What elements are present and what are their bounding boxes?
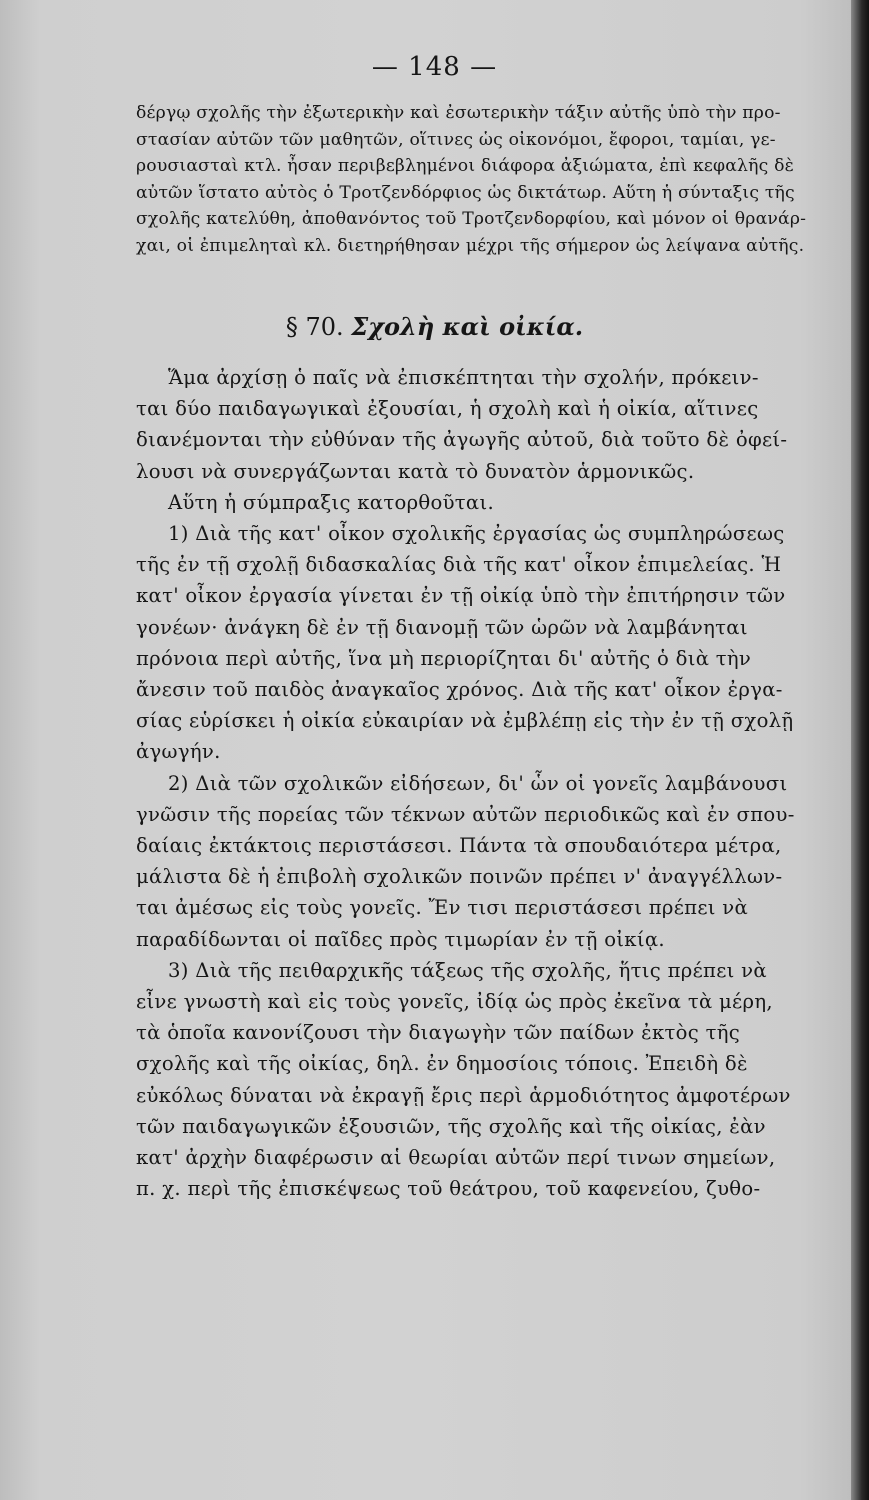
text-line: κατ' οἶκον ἐργασία γίνεται ἐν τῇ οἰκίᾳ ὑπὸ τὴν ἐπιτήρησιν τῶν: [136, 584, 786, 608]
text-line: τῶν παιδαγωγικῶν ἐξουσιῶν, τῆς σχολῆς καὶ τῆς οἰκίας, ἐὰν: [136, 1114, 766, 1138]
section-title: Σχολὴ καὶ οἰκία.: [351, 312, 584, 341]
text-line: δαίαις ἐκτάκτοις περιστάσεσι. Πάντα τὰ σπουδαιότερα μέτρα,: [136, 834, 782, 858]
text-line: πρόνοια περὶ αὐτῆς, ἵνα μὴ περιορίζηται δι' αὐτῆς ὁ διὰ τὴν: [136, 646, 752, 670]
text-line: Αὕτη ἡ σύμπραξις κατορθοῦται.: [168, 490, 494, 514]
body-text: [136, 362, 826, 1204]
text-line: διανέμονται τὴν εὐθύναν τῆς ἀγωγῆς αὐτοῦ, διὰ τοῦτο δὲ ὀφεί-: [136, 428, 788, 452]
text-line: εὐκόλως δύναται νὰ ἐκραγῇ ἔρις περὶ ἁρμοδιότητος ἀμφοτέρων: [136, 1083, 791, 1107]
intro-line: σχολῆς κατελύθη, ἀποθανόντος τοῦ Τροτζενδορφίου, καὶ μόνον οἱ θρανάρ-: [136, 209, 807, 229]
section-heading: [0, 312, 869, 341]
text-line: λουσι νὰ συνεργάζωνται κατὰ τὸ δυνατὸν ἁρμονικῶς.: [136, 459, 695, 483]
page-edge-shadow: [851, 0, 869, 1500]
text-line: σχολῆς καὶ τῆς οἰκίας, δηλ. ἐν δημοσίοις τόποις. Ἐπειδὴ δὲ: [136, 1052, 748, 1076]
intro-line: δέργῳ σχολῆς τὴν ἐξωτερικὴν καὶ ἐσωτερικὴν τάξιν αὐτῆς ὑπὸ τὴν προ-: [136, 103, 781, 123]
text-line: τῆς ἐν τῇ σχολῇ διδασκαλίας διὰ τῆς κατ' οἶκον ἐπιμελείας. Ἡ: [136, 553, 782, 577]
intro-line: αὐτῶν ἵστατο αὐτὸς ὁ Τροτζενδόρφιος ὡς δικτάτωρ. Αὕτη ἡ σύνταξις τῆς: [136, 182, 795, 203]
text-line: παραδίδωνται οἱ παῖδες πρὸς τιμωρίαν ἐν τῇ οἰκίᾳ.: [136, 927, 665, 951]
text-line: ται ἀμέσως εἰς τοὺς γονεῖς. Ἔν τισι περιστάσεσι πρέπει νὰ: [136, 896, 749, 920]
text-line: 3) Διὰ τῆς πειθαρχικῆς τάξεως τῆς σχολῆς, ἥτις πρέπει νὰ: [168, 958, 767, 982]
text-line: ἀγωγήν.: [136, 740, 221, 764]
intro-line: χαι, οἱ ἐπιμεληταὶ κλ. διετηρήθησαν μέχρι τῆς σήμερον ὡς λείψανα αὐτῆς.: [136, 235, 805, 256]
intro-line: στασίαν αὐτῶν τῶν μαθητῶν, οἵτινες ὡς οἰκονόμοι, ἔφοροι, ταμίαι, γε-: [136, 129, 776, 150]
text-line: ἄνεσιν τοῦ παιδὸς ἀναγκαῖος χρόνος. Διὰ τῆς κατ' οἶκον ἐργα-: [136, 678, 783, 702]
intro-paragraph: [136, 100, 826, 259]
text-line: τὰ ὁποῖα κανονίζουσι τὴν διαγωγὴν τῶν παίδων ἐκτὸς τῆς: [136, 1021, 741, 1045]
text-line: π. χ. περὶ τῆς ἐπισκέψεως τοῦ θεάτρου, τοῦ καφενείου, ζυθο-: [136, 1177, 761, 1201]
text-line: Ἅμα ἀρχίσῃ ὁ παῖς νὰ ἐπισκέπτηται τὴν σχολήν, πρόκειν-: [168, 366, 759, 389]
text-line: ται δύο παιδαγωγικαὶ ἐξουσίαι, ἡ σχολὴ καὶ ἡ οἰκία, αἵτινες: [136, 397, 759, 421]
section-number: § 70.: [285, 313, 344, 341]
intro-line: ρουσιασταὶ κτλ. ἦσαν περιβεβλημένοι διάφορα ἀξιώματα, ἐπὶ κεφαλῆς δὲ: [136, 156, 795, 176]
page-number: — 148 —: [371, 52, 498, 82]
text-line: γνῶσιν τῆς πορείας τῶν τέκνων αὐτῶν περιοδικῶς καὶ ἐν σπου-: [136, 802, 795, 826]
text-line: μάλιστα δὲ ἡ ἐπιβολὴ σχολικῶν ποινῶν πρέπει ν' ἀναγγέλλων-: [136, 865, 783, 889]
text-line: 1) Διὰ τῆς κατ' οἶκον σχολικῆς ἐργασίας ὡς συμπληρώσεως: [168, 522, 785, 546]
text-line: εἶνε γνωστὴ καὶ εἰς τοὺς γονεῖς, ἰδίᾳ ὡς πρὸς ἐκεῖνα τὰ μέρη,: [136, 990, 773, 1014]
text-line: κατ' ἀρχὴν διαφέρωσιν αἱ θεωρίαι αὐτῶν περί τινων σημείων,: [136, 1146, 776, 1170]
text-line: 2) Διὰ τῶν σχολικῶν εἰδήσεων, δι' ὧν οἱ γονεῖς λαμβάνουσι: [168, 771, 788, 795]
text-line: γονέων· ἀνάγκη δὲ ἐν τῇ διανομῇ τῶν ὡρῶν νὰ λαμβάνηται: [136, 615, 748, 639]
text-line: σίας εὑρίσκει ἡ οἰκία εὐκαιρίαν νὰ ἐμβλέπῃ εἰς τὴν ἐν τῇ σχολῇ: [136, 709, 794, 733]
